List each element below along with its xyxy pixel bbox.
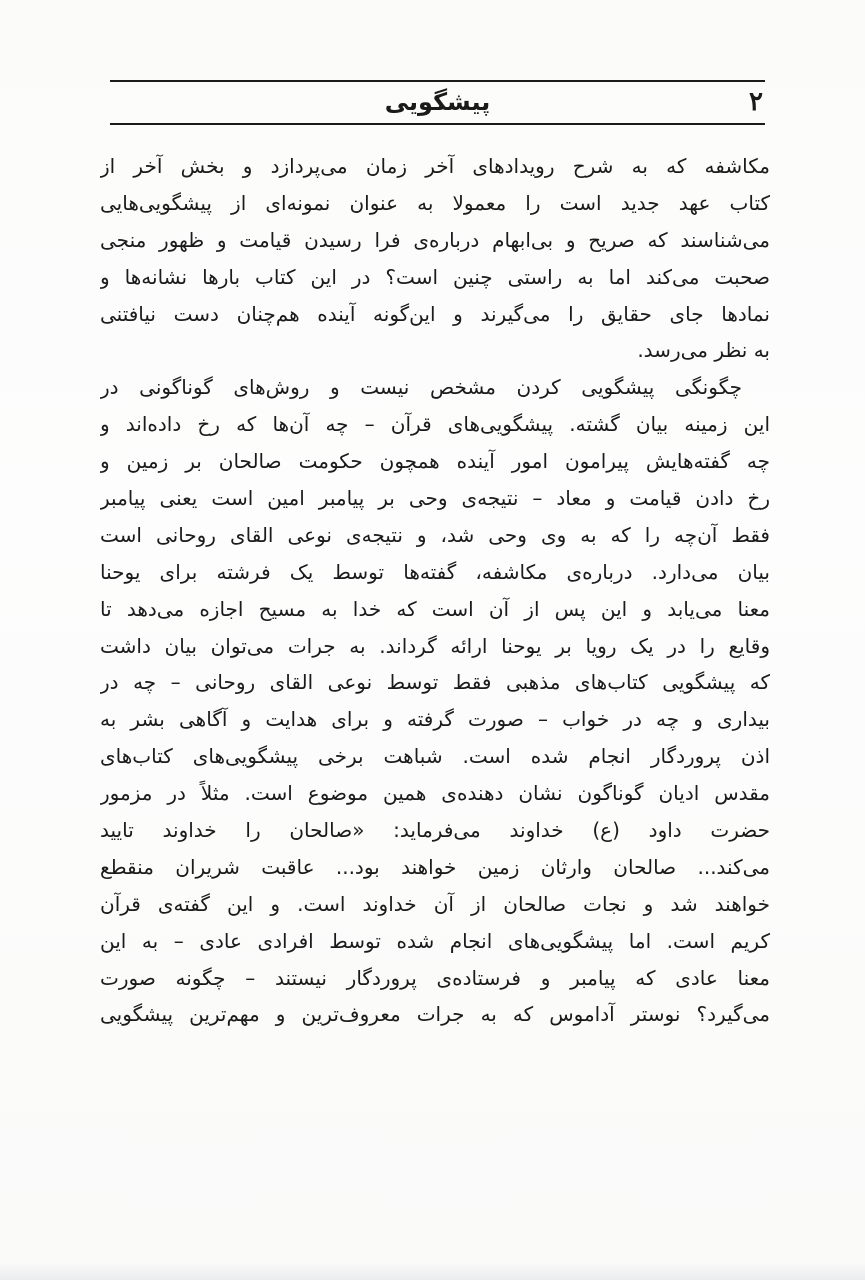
text-line: نمادها جای حقایق را می‌گیرند و این‌گونه آینده هم‌چنان دست نیافتنی — [100, 301, 770, 326]
text-line: چه گفته‌هایش پیرامون امور آینده همچون حکومت صالحان بر زمین و — [100, 449, 770, 474]
running-title: پیشگویی — [384, 88, 491, 116]
text-line: بیان می‌دارد. درباره‌ی مکاشفه، گفته‌ها توسط یک فرشته برای یوحنا — [100, 559, 770, 584]
text-line: وقایع را در یک رویا بر یوحنا ارائه گرداند. به جرات می‌توان بیان داشت — [100, 633, 770, 658]
header-rule-top — [110, 80, 765, 82]
page-bottom-shadow — [0, 1262, 865, 1280]
text-line: خواهند شد و نجات صالحان از آن خداوند است. و این گفته‌ی قرآن — [100, 891, 770, 916]
text-line: بیداری و چه در خواب – صورت گرفته و برای هدایت و آگاهی بشر به — [100, 707, 770, 732]
text-line: اذن پروردگار انجام شده است. شباهت برخی پیشگویی‌های کتاب‌های — [100, 744, 770, 769]
text-line: معنا می‌یابد و این پس از آن است که خدا به مسیح اجازه می‌دهد تا — [100, 596, 770, 621]
page-header — [110, 80, 765, 126]
text-line: حضرت داود (ع) خداوند می‌فرماید: «صالحان را خداوند تایید — [100, 818, 770, 843]
text-line: صحبت می‌کند اما به راستی چنین است؟ در این کتاب بارها نشانه‌ها و — [100, 264, 770, 289]
text-line: رخ دادن قیامت و معاد – نتیجه‌ی وحی بر پیامبر امین است یعنی پیامبر — [100, 486, 770, 511]
text-line: چگونگی پیشگویی کردن مشخص نیست و روش‌های گوناگونی در — [100, 375, 742, 400]
header-rule-bottom — [110, 123, 765, 125]
text-line: می‌کند... صالحان وارثان زمین خواهند بود... عاقبت شریران منقطع — [100, 854, 770, 879]
text-line: معنا عادی که پیامبر و فرستاده‌ی پروردگار نیستند – چگونه صورت — [100, 965, 770, 990]
text-line: کریم است. اما پیشگویی‌های انجام شده توسط افرادی عادی – به این — [100, 928, 770, 953]
text-line: به نظر می‌رسد. — [637, 338, 770, 363]
text-line: کتاب عهد جدید است را معمولا به عنوان نمونه‌ای از پیشگویی‌هایی — [100, 190, 770, 215]
text-line: مکاشفه که به شرح رویدادهای آخر زمان می‌پردازد و بخش آخر از — [100, 154, 770, 178]
text-line: که پیشگویی کتاب‌های مذهبی فقط توسط نوعی القای روحانی – چه در — [100, 670, 770, 695]
text-line: می‌شناسند که صریح و بی‌ابهام درباره‌ی فرا رسیدن قیامت و ظهور منجی — [100, 227, 770, 252]
text-line: این زمینه بیان گشته. پیشگویی‌های قرآن – چه آن‌ها که رخ داده‌اند و — [100, 412, 770, 437]
text-line: مقدس ادیان گوناگون نشان دهنده‌ی همین موضوع است. مثلاً در مزمور — [100, 781, 770, 806]
body-text — [100, 148, 770, 1033]
text-line: فقط آن‌چه را که به وی وحی شد، و نتیجه‌ی نوعی القای روحانی است — [100, 522, 770, 547]
text-line: می‌گیرد؟ نوستر آداموس که به جرات معروف‌ترین و مهم‌ترین پیشگویی — [100, 1002, 770, 1027]
page-number: ۲ — [749, 87, 763, 117]
